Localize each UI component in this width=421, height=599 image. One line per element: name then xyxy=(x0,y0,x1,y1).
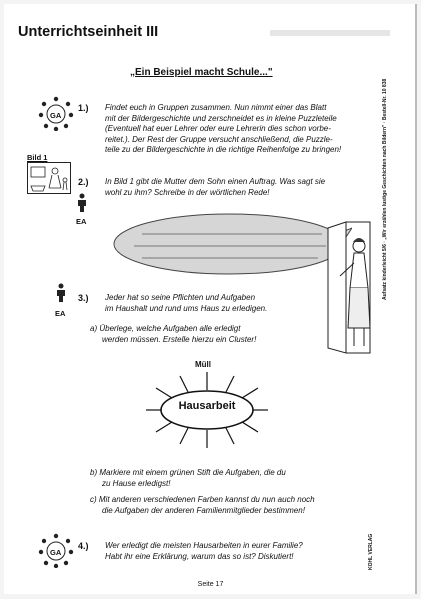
single-work-icon xyxy=(55,283,67,303)
task4-number: 4.) xyxy=(78,541,89,551)
ga-label: GA xyxy=(50,548,62,557)
cluster-center-label: Hausarbeit xyxy=(178,400,236,412)
faded-header-bar xyxy=(270,30,390,36)
bild-label: Bild 1 xyxy=(27,153,48,162)
task2-number: 2.) xyxy=(78,177,89,187)
text-line: b) Markiere mit einem grünen Stift die Aufgaben, die du xyxy=(90,468,286,477)
task1-number: 1.) xyxy=(78,103,89,113)
task3b-text xyxy=(90,468,286,489)
task3a-text xyxy=(90,324,256,345)
task3-number: 3.) xyxy=(78,293,89,303)
publisher-logo: KOHL VERLAG xyxy=(368,533,374,570)
page-title: Unterrichtseinheit III xyxy=(18,24,159,40)
text-line: Findet euch in Gruppen zusammen. Nun nimmt einer das Blatt xyxy=(105,103,327,112)
speech-bubble-writing-area[interactable] xyxy=(112,210,352,280)
page-number: Seite 17 xyxy=(197,581,224,588)
ea-label: EA xyxy=(55,309,66,318)
ea-label: EA xyxy=(76,217,87,226)
side-publication-info: Aufsatz kinderleicht 5/6 · „Wir erzählen lustige Geschichten nach Bildern" · Bestell-Nr. 10 838 xyxy=(382,78,388,300)
text-line: Wer erledigt die meisten Hausarbeiten in eurer Familie? xyxy=(105,541,303,550)
text-line: mit der Bildergeschichte und zerschneidet es in kleine Puzzleteile xyxy=(105,113,337,123)
text-line: c) Mit anderen verschiedenen Farben kannst du nun auch noch xyxy=(90,495,315,504)
ga-label: GA xyxy=(50,111,62,120)
text-line: werden müssen. Erstelle hierzu ein Cluster! xyxy=(102,334,257,344)
task3-text xyxy=(105,293,267,314)
text-line: a) Überlege, welche Aufgaben alle erledigt xyxy=(90,324,241,333)
task3c-text xyxy=(90,495,315,516)
text-line: zu Hause erledigst! xyxy=(102,478,171,488)
cluster-top-label: Müll xyxy=(195,360,211,369)
text-line: die Aufgaben der anderen Familienmitglieder bestimmen! xyxy=(102,505,305,515)
text-line: im Haushalt und rund ums Haus zu erledigen. xyxy=(105,303,268,313)
task2-text xyxy=(105,177,325,198)
mother-son-picture xyxy=(27,162,71,194)
subtitle: „Ein Beispiel macht Schule..." xyxy=(130,67,273,78)
single-work-icon xyxy=(76,193,88,213)
text-line: In Bild 1 gibt die Mutter dem Sohn einen Auftrag. Was sagt sie xyxy=(105,177,326,186)
task1-text xyxy=(105,103,341,156)
text-line: wohl zu ihm? Schreibe in der wörtlichen Rede! xyxy=(105,187,270,197)
text-line: reitet.). Der Rest der Gruppe versucht anschließend, die Puzzle- xyxy=(105,134,333,144)
text-line: teile zu der Bildergeschichte in die richtige Reihenfolge zu bringen! xyxy=(105,145,342,155)
text-line: Jeder hat so seine Pflichten und Aufgaben xyxy=(105,293,256,302)
mother-at-door-picture xyxy=(326,218,378,358)
task4-text xyxy=(105,541,303,562)
text-line: (Eventuell hat euer Lehrer oder eure Lehrerin dies schon vorbe- xyxy=(105,124,331,134)
text-line: Habt ihr eine Erklärung, warum das so ist? Diskutiert! xyxy=(105,551,294,561)
